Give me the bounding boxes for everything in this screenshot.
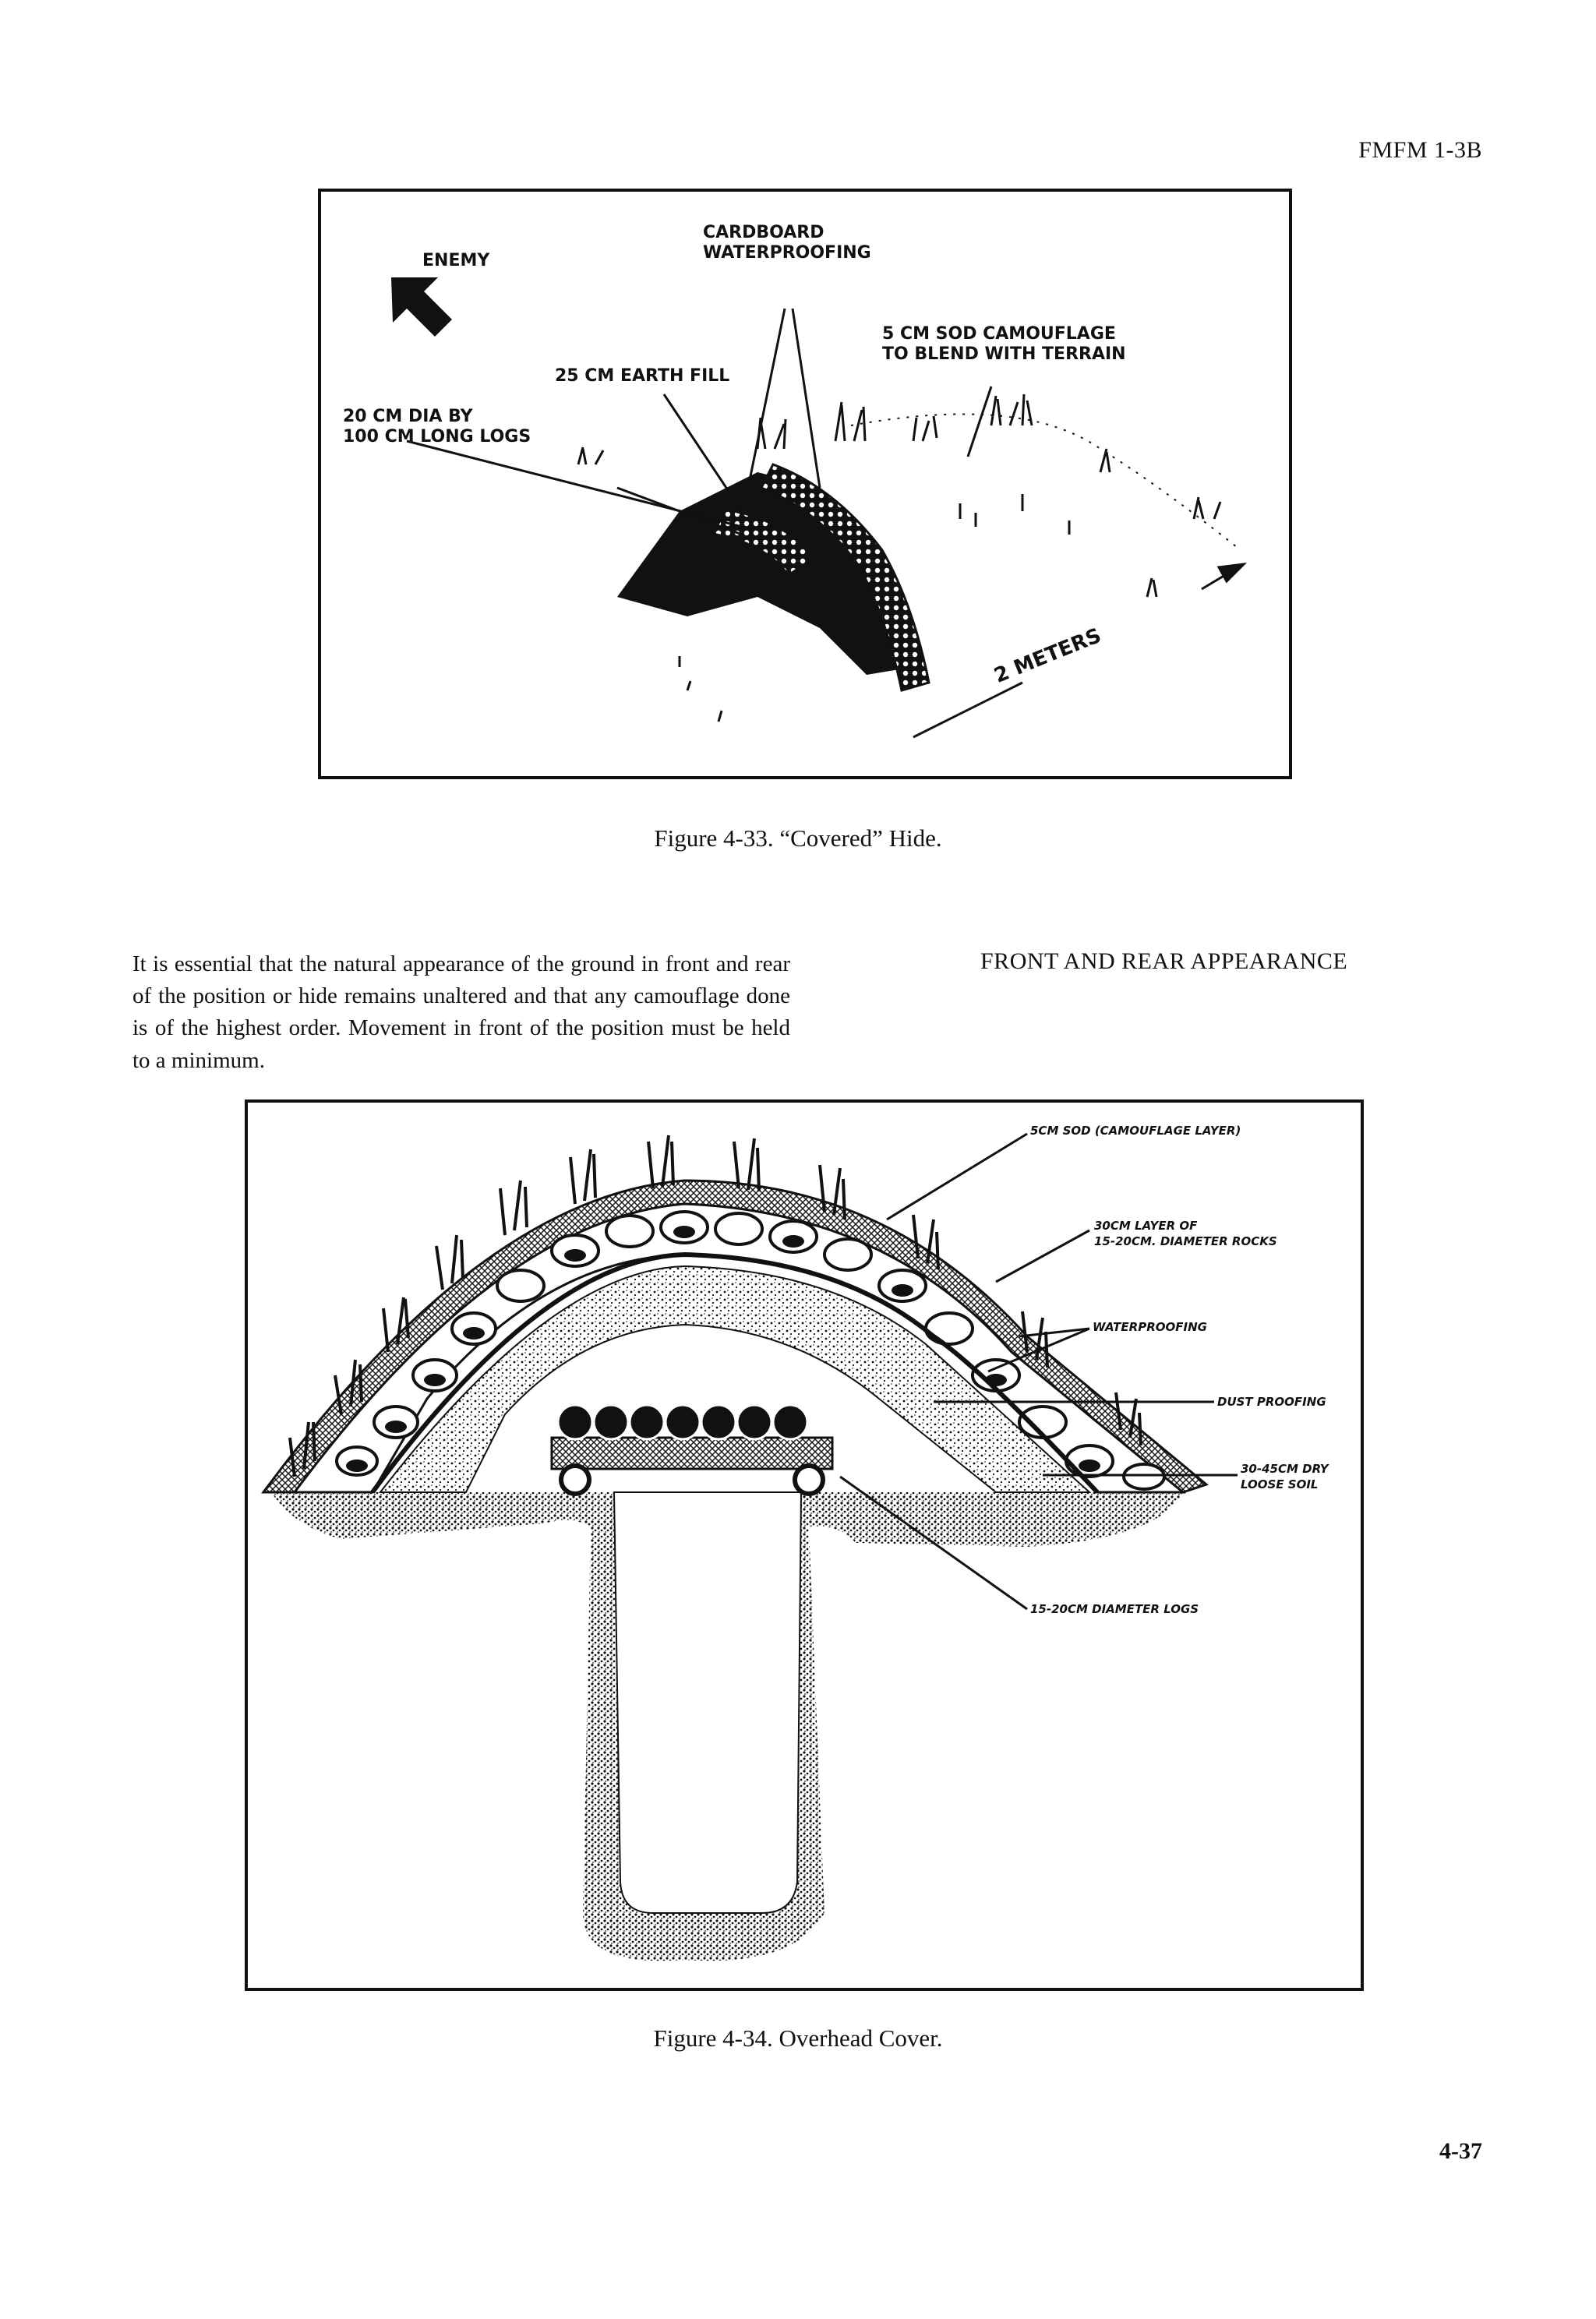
cardboard-label-line1: CARDBOARD [703,223,824,242]
log-platform [552,1438,832,1469]
trench-opening [614,1492,801,1913]
covered-hide-illustration [321,192,1289,776]
enemy-arrow-icon [391,277,452,337]
overhead-logs [558,1405,807,1439]
loose-soil-label-line2: LOOSE SOIL [1241,1477,1319,1491]
section-side-heading: FRONT AND REAR APPEARANCE [980,948,1348,974]
body-paragraph: It is essential that the natural appearance of the ground in front and rear of the position or hide remains unaltered and that any camouflage done is of the highest order. Movement in front of the position must be held to a minimum. [132,951,790,1073]
figure-covered-hide [318,189,1292,779]
rock-layer-label-line1: 30CM LAYER OF [1094,1219,1198,1233]
figure-overhead-cover [245,1099,1364,1991]
loose-soil-label-line1: 30-45CM DRY [1241,1462,1329,1476]
waterproofing-label: WATERPROOFING [1093,1320,1207,1334]
sod-layer-label: 5CM SOD (CAMOUFLAGE LAYER) [1030,1124,1241,1138]
figure-4-34-caption: Figure 4-34. Overhead Cover. [653,2024,943,2052]
logs-label-line1: 20 CM DIA BY [343,407,473,426]
dust-proofing-label: DUST PROOFING [1217,1395,1326,1409]
enemy-label: ENEMY [422,251,490,270]
rock-layer-label-line2: 15-20CM. DIAMETER ROCKS [1094,1234,1277,1248]
page-number: 4-37 [1439,2138,1482,2164]
logs-label-line2: 100 CM LONG LOGS [343,427,531,447]
sod-camouflage-label-line2: TO BLEND WITH TERRAIN [882,344,1126,364]
sod-camouflage-label-line1: 5 CM SOD CAMOUFLAGE [882,324,1116,344]
earth-fill-label: 25 CM EARTH FILL [555,366,730,386]
logs-label: 15-20CM DIAMETER LOGS [1030,1602,1199,1616]
cardboard-label-line2: WATERPROOFING [703,243,871,263]
figure-4-33-caption: Figure 4-33. “Covered” Hide. [654,824,942,852]
meters-label: 2 METERS [990,623,1105,688]
document-id-header: FMFM 1-3B [1358,137,1482,163]
